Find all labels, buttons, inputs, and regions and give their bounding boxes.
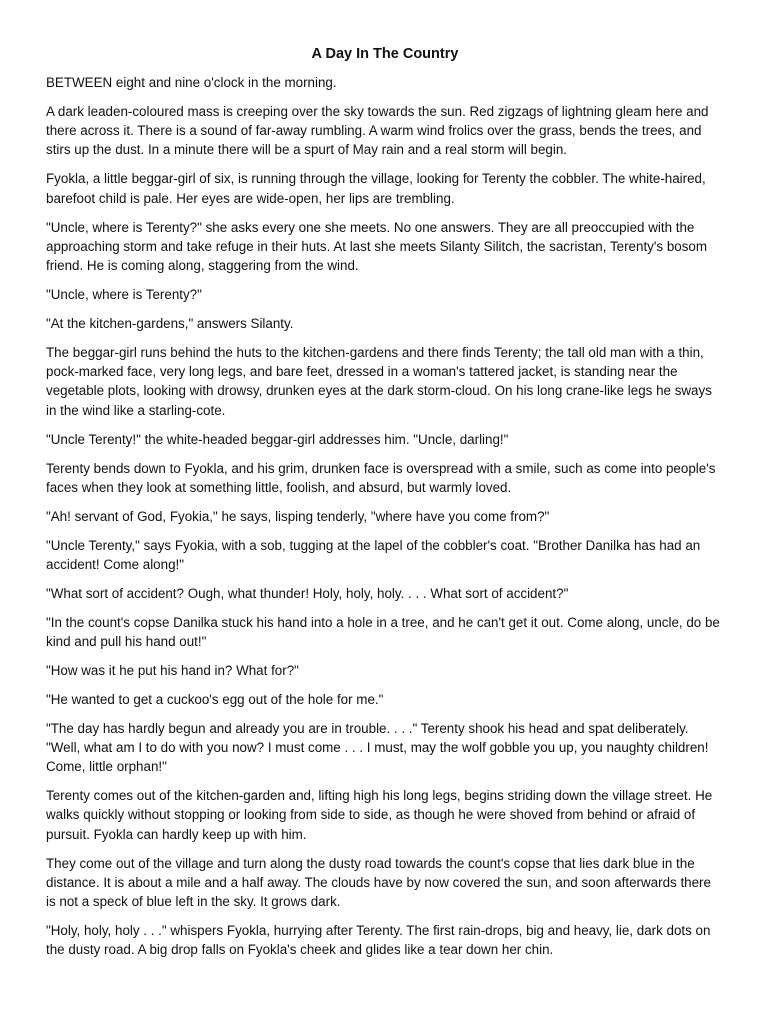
- paragraph-5: "Uncle, where is Terenty?": [46, 287, 202, 303]
- paragraph-6: "At the kitchen-gardens," answers Silanty.: [46, 315, 294, 331]
- paragraph-13: "In the count's copse Danilka stuck his hand into a hole in a tree, and he can't get it out. Come along, uncle, do be kind and pull his hand out!": [46, 614, 720, 649]
- paragraph-14: "How was it he put his hand in? What for?": [46, 662, 299, 678]
- paragraph-3: Fyokla, a little beggar-girl of six, is running through the village, looking for Terenty the cobbler. The white-haired, barefoot child is pale. Her eyes are wide-open, her lips are trembling.: [46, 171, 706, 206]
- paragraph-9: Terenty bends down to Fyokla, and his grim, drunken face is overspread with a smile, such as come into people's faces when they look at something little, foolish, and absurd, but warmly loved.: [46, 460, 716, 495]
- page-title: A Day In The Country: [311, 46, 459, 62]
- paragraph-16: "The day has hardly begun and already you are in trouble. . . ." Terenty shook his head and spat deliberately. "Well, what am I to do with you now? I must come . . . I must, may the wolf gobble you up, you naughty children! Come, little orphan!": [46, 720, 709, 775]
- paragraph-11: "Uncle Terenty," says Fyokia, with a sob, tugging at the lapel of the cobbler's coat. "Brother Danilka has had an accident! Come along!": [46, 537, 701, 572]
- paragraph-19: "Holy, holy, holy . . ." whispers Fyokla, hurrying after Terenty. The first rain-drops, big and heavy, lie, dark dots on the dusty road. A big drop falls on Fyokla's cheek and glides like a tear down her chin.: [46, 923, 711, 958]
- paragraph-4: "Uncle, where is Terenty?" she asks every one she meets. No one answers. They are all preoccupied with the approaching storm and take refuge in their huts. At last she meets Silanty Silitch, the sacristan, Terenty's bosom friend. He is coming along, staggering from the wind.: [46, 219, 708, 274]
- paragraph-18: They come out of the village and turn along the dusty road towards the count's copse that lies dark blue in the distance. It is about a mile and a half away. The clouds have by now covered the sun, and soon afterwards there is not a speck of blue left in the sky. It grows dark.: [46, 855, 711, 910]
- paragraph-7: The beggar-girl runs behind the huts to the kitchen-gardens and there finds Terenty; the tall old man with a thin, pock-marked face, very long legs, and bare feet, dressed in a woman's tattered jacket, is standing near the vegetable plots, looking with drowsy, drunken eyes at the dark storm-cloud. On his long crane-like legs he sways in the wind like a starling-cote.: [46, 344, 712, 418]
- paragraph-1: BETWEEN eight and nine o'clock in the morning.: [46, 75, 337, 90]
- paragraph-2: A dark leaden-coloured mass is creeping over the sky towards the sun. Red zigzags of lightning gleam here and there across it. There is a sound of far-away rumbling. A warm wind frolics over the grass, bends the trees, and stirs up the dust. In a minute there will be a spurt of May rain and a real storm will begin.: [46, 103, 709, 158]
- paragraph-15: "He wanted to get a cuckoo's egg out of the hole for me.": [46, 691, 384, 707]
- paragraph-10: "Ah! servant of God, Fyokia," he says, lisping tenderly, "where have you come from?": [46, 508, 550, 524]
- paragraph-8: "Uncle Terenty!" the white-headed beggar-girl addresses him. "Uncle, darling!": [46, 431, 509, 447]
- paragraph-12: "What sort of accident? Ough, what thunder! Holy, holy, holy. . . . What sort of accident?": [46, 585, 569, 601]
- paragraph-17: Terenty comes out of the kitchen-garden and, lifting high his long legs, begins striding down the village street. He walks quickly without stopping or looking from side to side, as though he were shoved from behind or afraid of pursuit. Fyokla can hardly keep up with him.: [46, 788, 713, 842]
